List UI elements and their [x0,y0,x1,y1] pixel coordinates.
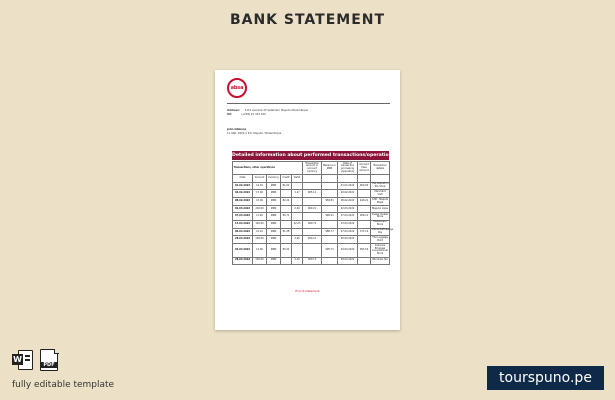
cell-currency: MZN [267,190,281,198]
cell-date: 01.02.2022 [233,182,253,190]
cell-credit: Credit [281,175,292,182]
cell-debit [292,182,303,190]
table-header-row [233,162,390,175]
cell-amount: 12.01 [253,182,267,190]
group-header: Transactions, other operations [233,162,303,175]
cell-credit [281,257,292,264]
cell-desc: Windows the [371,257,390,264]
site-badge[interactable]: tourspuno.pe [487,366,604,390]
table-row [233,236,390,244]
cell-currency: MZN [267,257,281,264]
cell-date: 28.03.2022 [233,236,253,244]
cell-desc: Ovelar Ouelar Store [371,212,389,219]
bank-logo [227,78,247,98]
pdf-label: PDF [40,362,58,368]
cell-date: 02.03.2022 [233,205,253,212]
table-row [233,175,390,182]
cell-date: 08.02.2022 [233,198,253,206]
address-value: 1110 Avenida 25 Setembro Maputo Mozambique [244,109,308,112]
cell-amount: 11.40 [253,213,267,221]
col-transaction-amount: Transaction amount in account currency [303,162,322,175]
tel-value: (+258) 21 343 450 [240,113,266,116]
pdf-document-icon [40,349,58,371]
cell-date: 04.03.2022 [233,244,253,257]
cell-bal [322,236,338,244]
cell-fee: 956.21 [358,213,371,221]
cell-currency: Currency [267,175,281,182]
col-date-processing: Date of transaction processing (operation) [338,162,358,175]
col-balance: Balance in MZN [322,162,338,175]
cell-bal: 988.77 [322,228,338,236]
cell-fee: 440.21 [358,198,371,206]
word-document-icon [12,349,34,371]
bank-tel-line [227,113,266,116]
cell-dp: 28.03.2022 [338,257,358,264]
cell-credit: 82.24 [281,198,292,206]
cell-credit [281,190,292,198]
cell-amount: 12.00 [253,244,267,257]
cell-ta: 900.21 [303,205,322,212]
cell-fee [358,257,371,264]
cell-amount: 21.10 [253,228,267,236]
cell-debit: 2.20 [292,236,303,244]
cell-credit: 81.02 [281,182,292,190]
cell-debit [292,213,303,221]
cell-ta [303,182,322,190]
cell-ta: 000.13 [303,257,322,264]
cell-fee: 371.12 [358,228,371,236]
cell-bal [322,257,338,264]
cell-desc: ATM - Maputo Plaza [371,197,389,204]
cell-dp: 07.03.2022 [338,213,358,221]
cell-desc: Dukanners Store [371,220,390,228]
cell-ta: 000.74 [303,220,322,228]
cell-dp: 27.03.2022 [338,228,358,236]
transactions-banner: Detailed information about performed transactions/operations [232,153,395,158]
cell-desc: Merchant Visit [371,190,390,198]
cell-bal: 996.21 [322,213,338,221]
cell-bal: 995.71 [322,244,338,257]
cell-currency: MZN [267,205,281,212]
cell-desc: Maputo Lojas [371,205,390,212]
cell-credit: 81.28 [281,228,292,236]
cell-dp: 02.03.2022 [338,205,358,212]
cell-credit [281,205,292,212]
editable-caption: fully editable template [12,380,115,390]
table-row [233,220,390,228]
cell-fee: 900.00 [358,182,371,190]
customer-name [227,128,246,131]
cell-debit [292,228,303,236]
cell-dp: 04.02.2022 [338,190,358,198]
cell-ta [303,244,322,257]
cell-date: 13.03.2022 [233,220,253,228]
table-row [233,213,390,221]
table-row [233,228,390,236]
table-row [233,244,390,257]
table-body [233,175,394,264]
cell-desc: Instance Empress Conventional Store [372,243,388,256]
cell-fee [358,205,371,212]
cell-date: Date [233,175,253,182]
cell-bal [322,175,338,182]
cell-bal [322,190,338,198]
customer-name-text: John Gibbons [227,128,247,131]
header-divider [227,103,390,104]
pdf-fold-icon [54,349,59,354]
page-title: BANK STATEMENT [229,12,386,28]
cell-credit [281,236,292,244]
statement-document [215,70,400,330]
cell-currency: MZN [267,228,281,236]
cell-credit [281,220,292,228]
table-row [233,190,390,198]
end-of-statement-link[interactable]: End of statement [295,289,320,293]
cell-debit: 2.20 [292,205,303,212]
cell-date: 04.02.2022 [233,190,253,198]
cell-debit: Debit [292,175,303,182]
cell-fee [358,236,371,244]
cell-debit [292,198,303,206]
bank-address-line [227,109,308,112]
cell-credit: 80.21 [281,244,292,257]
cell-debit: 1.17 [292,190,303,198]
col-account-fees: Account Fees amount [358,162,371,175]
cell-currency: MZN [267,198,281,206]
cell-debit [292,244,303,257]
cell-amount: 15.00 [253,198,267,206]
cell-currency: MZN [267,236,281,244]
cell-dp: 08.02.2022 [338,198,358,206]
cell-dp: 01.02.2022 [338,182,358,190]
cell-desc: The Luggage Point [372,236,388,242]
cell-desc: Catrathusthaways Pay [371,228,394,235]
cell-dp: 13.03.2022 [338,220,358,228]
cell-amount: Amount [253,175,267,182]
cell-currency: MZN [267,182,281,190]
cell-ta [303,175,322,182]
format-icons [12,349,58,371]
cell-currency: MZN [267,244,281,257]
table-row [233,257,390,264]
cell-bal [322,205,338,212]
cell-dp [338,175,358,182]
cell-fee [358,190,371,198]
cell-fee [358,175,371,182]
cell-date: 07.03.2022 [233,213,253,221]
cell-bal [322,182,338,190]
cell-dp: 28.03.2022 [338,236,358,244]
cell-ta [303,228,322,236]
cell-ta: 900.21 [303,236,322,244]
customer-address: 11 000, 1822-1 P.O. Maputo, Mozambique [227,132,282,135]
cell-fee [358,220,371,228]
col-description: Transaction details [371,162,390,175]
cell-ta [303,198,322,206]
cell-ta: 905.11 [303,190,322,198]
cell-debit: 4.20 [292,257,303,264]
table-row [233,205,390,212]
cell-amount: 120.00 [253,220,267,228]
tel-label: Tel: [227,113,233,116]
cell-amount: 102.00 [253,257,267,264]
cell-amount: 17.00 [253,190,267,198]
cell-date: 28.03.2022 [233,257,253,264]
cell-credit: 80.71 [281,213,292,221]
cell-currency: MZN [267,220,281,228]
transactions-table [232,161,394,265]
bank-logo-text: absa [230,85,244,91]
cell-bal: 958.81 [322,198,338,206]
cell-dp: 04.03.2022 [338,244,358,257]
cell-amount: 202.00 [253,236,267,244]
word-badge: W [13,355,22,364]
cell-debit: 42.23 [292,220,303,228]
table-row [233,198,390,206]
cell-ta [303,213,322,221]
cell-currency: MZN [267,213,281,221]
cell-date: 06.03.2022 [233,228,253,236]
cell-fee: 953.54 [358,244,371,257]
table-row [233,182,390,190]
address-label: Address: [227,109,240,112]
cell-bal [322,220,338,228]
cell-desc: The deposit in the Shop [371,182,389,188]
cell-amount: 202.00 [253,205,267,212]
cell-desc [371,175,390,182]
